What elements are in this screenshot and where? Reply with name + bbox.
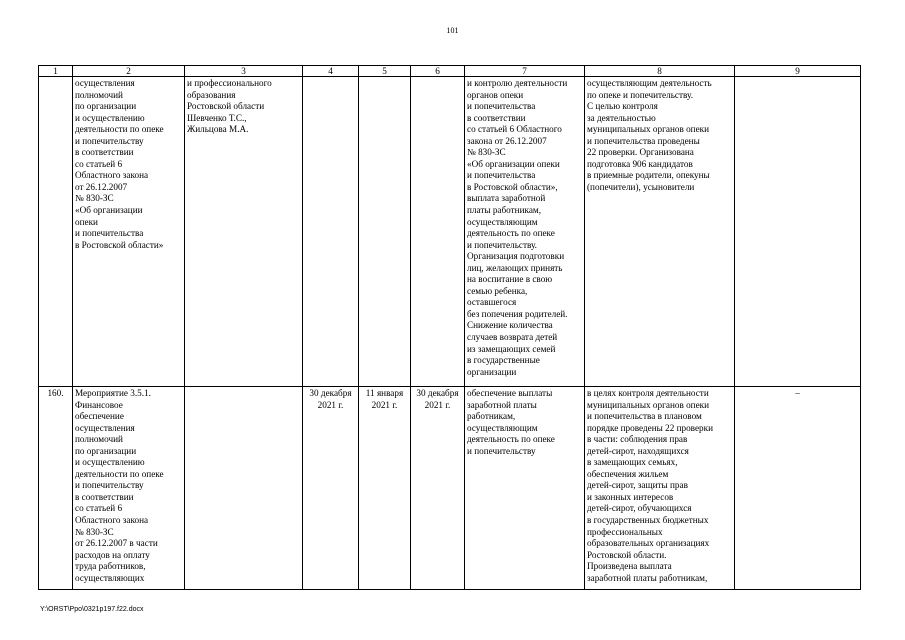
column-number: 1 [39,66,73,77]
planned-results-cell: обеспечение выплаты заработной платы работникам, осуществляющим деятельность по опеке и попечительству [465,387,585,590]
responsible-executor-cell [185,387,303,590]
actual-start-date-cell: 11 января 2021 г. [359,387,411,590]
actual-results-cell: осуществляющим деятельность по опеке и попечительству. С целью контроля за деятельностью муниципальных органов опеки и попечительства проведены 22 проверки. Организована подготовка 906 кандидатов в приемные родители, опекуны (попечители), усыновители [585,77,735,387]
planned-end-date-cell: 30 декабря 2021 г. [303,387,359,590]
column-number: 7 [465,66,585,77]
column-number: 5 [359,66,411,77]
table-row-160 [39,387,861,590]
column-number: 6 [411,66,465,77]
column-number: 8 [585,66,735,77]
activity-name-cell: Мероприятие 3.5.1. Финансовое обеспечение осуществления полномочий по организации и осуществлению деятельности по опеке и попечительству в соответствии со статьей 6 Областного закона № 830-ЗС от 26.12.2007 в части расходов на оплату труда работников, осуществляющих [73,387,185,590]
column-number-row [39,66,861,77]
column-number: 2 [73,66,185,77]
actual-results-cell: в целях контроля деятельности муниципальных органов опеки и попечительства в плановом порядке проведены 22 проверки в части: соблюдения прав детей-сирот, находящихся в замещающих семьях, обеспечения жильем детей-сирот, защиты прав и законных интересов детей-сирот, обучающихся в государственных бюджетных профессиональных образовательных организациях Ростовской области. Произведена выплата заработной платы работникам, [585,387,735,590]
table-row-continuation [39,77,861,387]
page-number: 101 [446,26,459,35]
planned-results-cell: и контролю деятельности органов опеки и попечительства в соответствии со статьей 6 Областного закона от 26.12.2007 № 830-ЗС «Об организации опеки и попечительства в Ростовской области», выплата заработной платы работникам, осуществляющим деятельность по опеке и попечительству. Организация подготовки лиц, желающих принять на воспитание в свою семью ребенка, оставшегося без попечения родителей. Снижение количества случаев возврата детей из замещающих семей в государственные организации [465,77,585,387]
activity-name-cell: осуществления полномочий по организации и осуществлению деятельности по опеке и попечительству в соответствии со статьей 6 Областного закона от 26.12.2007 № 830-ЗС «Об организации опеки и попечительства в Ростовской области» [73,77,185,387]
reasons-cell: – [735,387,861,590]
responsible-executor-cell: и профессионального образования Ростовской области Шевченко Т.С., Жильцова М.А. [185,77,303,387]
reasons-cell [735,77,861,387]
row-number-cell: 160. [39,387,73,590]
column-number: 9 [735,66,861,77]
column-number: 4 [303,66,359,77]
document-file-path: Y:\ORST\Ppo\0321p197.f22.docx [40,606,144,613]
planned-end-date-cell [303,77,359,387]
column-number: 3 [185,66,303,77]
report-table [38,65,861,590]
actual-end-date-cell: 30 декабря 2021 г. [411,387,465,590]
actual-end-date-cell [411,77,465,387]
row-number-cell [39,77,73,387]
actual-start-date-cell [359,77,411,387]
